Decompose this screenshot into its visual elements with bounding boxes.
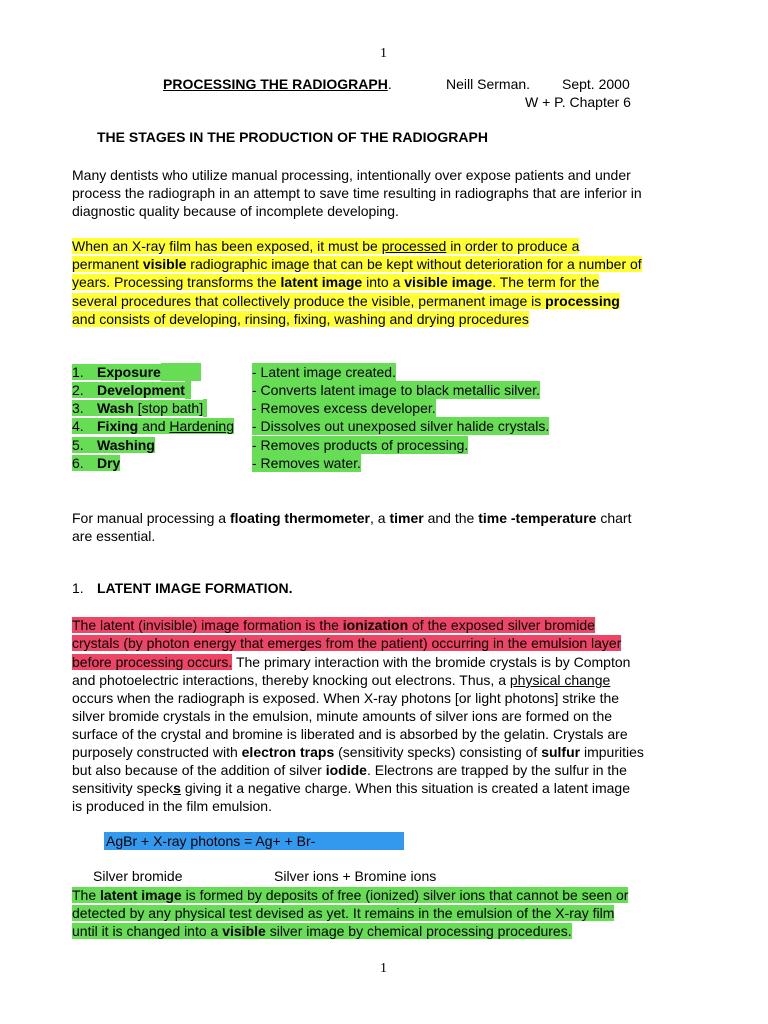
text-line: several procedures that collectively produce the visible, permanent image is processing (72, 293, 620, 309)
text-line: years. Processing transforms the latent image into a visible image. The term for the (72, 274, 600, 290)
text-line: silver bromide crystals in the emulsion, minute amounts of silver ions are formed on the (72, 708, 613, 724)
list-item: 1. Exposure - Latent image created. (72, 364, 396, 380)
text-line: The latent image is formed by deposits of free (ionized) silver ions that cannot be seen or (72, 887, 629, 903)
text-line: permanent visible radiographic image that can be kept without deterioration for a number of (72, 256, 642, 272)
list-item: 3. Wash [stop bath] - Removes excess developer. (72, 400, 436, 416)
text-line: but also because of the addition of silver iodide. Electrons are trapped by the sulfur in the (72, 762, 627, 778)
text-line: The latent (invisible) image formation is the ionization of the exposed silver bromide (72, 617, 595, 633)
text-line: detected by any physical test devised as yet. It remains in the emulsion of the X-ray film (72, 905, 615, 921)
equation-label-ions: Silver ions + Bromine ions (274, 868, 437, 884)
author: Neill Serman. (446, 76, 531, 92)
section-heading: THE STAGES IN THE PRODUCTION OF THE RADIOGRAPH (97, 129, 488, 145)
chemical-equation: AgBr + X-ray photons = Ag+ + Br- (104, 832, 404, 850)
document-title: PROCESSING THE RADIOGRAPH. (163, 76, 392, 92)
text-line: and consists of developing, rinsing, fixing, washing and drying procedures (72, 311, 529, 327)
text-line: until it is changed into a visible silver image by chemical processing procedures. (72, 923, 572, 939)
text-line: are essential. (72, 528, 156, 544)
text-line: Many dentists who utilize manual processing, intentionally over expose patients and under (72, 167, 631, 183)
text-line: surface of the crystal and bromine is liberated and is absorbed by the gelatin. Crystals are (72, 726, 628, 742)
list-item: 6. Dry - Removes water. (72, 455, 361, 471)
list-item: 4. Fixing and Hardening - Dissolves out unexposed silver halide crystals. (72, 418, 550, 434)
text-line: process the radiograph in an attempt to save time resulting in radiographs that are inferior in (72, 185, 642, 201)
text-line: When an X-ray film has been exposed, it must be processed in order to produce a (72, 238, 580, 254)
latent-image-heading: 1. LATENT IMAGE FORMATION. (72, 580, 293, 596)
equation-label-silver-bromide: Silver bromide (93, 868, 183, 884)
date: Sept. 2000 (562, 76, 630, 92)
text-line: For manual processing a floating thermometer, a timer and the time -temperature chart (72, 510, 632, 526)
text-line: diagnostic quality because of incomplete developing. (72, 203, 399, 219)
text-line: and photoelectric interactions, thereby knocking out electrons. Thus, a physical change (72, 672, 611, 688)
page-number-bottom: 1 (380, 961, 387, 976)
list-item: 5. Washing - Removes products of processing. (72, 437, 469, 453)
chapter-reference: W + P. Chapter 6 (525, 94, 631, 110)
text-line: occurs when the radiograph is exposed. When X-ray photons [or light photons] strike the (72, 690, 620, 706)
text-line: sensitivity specks giving it a negative charge. When this situation is created a latent image (72, 780, 630, 796)
page-number-top: 1 (380, 46, 387, 61)
text-line: before processing occurs. The primary interaction with the bromide crystals is by Compton (72, 654, 631, 670)
list-item: 2. Development - Converts latent image to black metallic silver. (72, 382, 540, 398)
text-line: purposely constructed with electron traps (sensitivity specks) consisting of sulfur impurities (72, 744, 644, 760)
text-line: crystals (by photon energy that emerges from the patient) occurring in the emulsion layer (72, 635, 622, 651)
text-line: is produced in the film emulsion. (72, 798, 272, 814)
